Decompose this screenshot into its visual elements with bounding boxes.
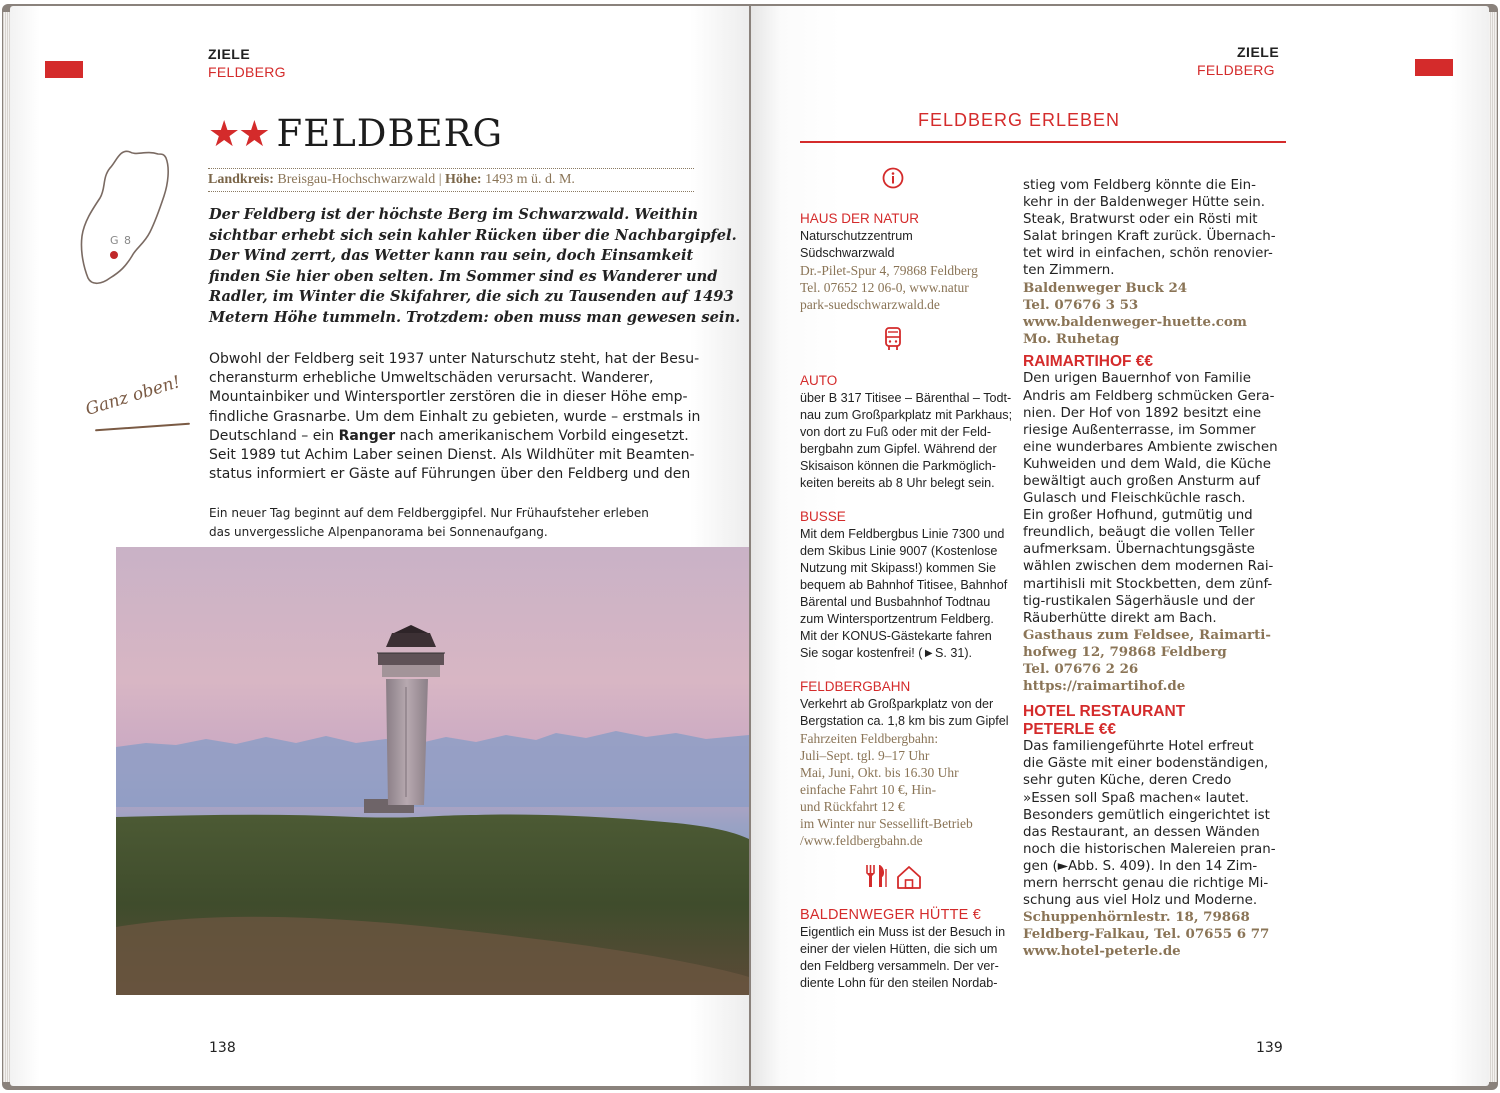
entry-line: aufmerksam. Übernachtungsgäste	[1023, 542, 1255, 558]
dotted-rule-top	[208, 168, 694, 169]
feldberg-tower-photo	[116, 547, 749, 995]
entry-line: Den urigen Bauernhof von Familie	[1023, 371, 1251, 387]
entry-line: ten Zimmern.	[1023, 263, 1115, 279]
entry-address: einfache Fahrt 10 €, Hin-	[800, 782, 937, 797]
entry-line: das Restaurant, an dessen Wänden	[1023, 824, 1260, 840]
entry-address: Gasthaus zum Feldsee, Raimarti-	[1023, 626, 1271, 643]
entry-line: Ein großer Hofhund, gutmütig und	[1023, 508, 1253, 524]
info-circle-icon	[882, 167, 904, 189]
entry-line: den Feldberg versammeln. Der ver-	[800, 959, 999, 973]
body-line: Mountainbiker und Wintersportler zerstören die in dieser Höhe emp-	[209, 389, 688, 406]
entry-line: kehr in der Baldenweger Hütte sein.	[1023, 195, 1265, 211]
entry-title: AUTO	[800, 373, 838, 388]
entry-line: Andris am Feldberg schmücken Gera-	[1023, 388, 1275, 404]
entry-address: www.baldenweger-huette.com	[1023, 313, 1247, 330]
lead-line: Metern Höhe tummeln. Trotzdem: oben muss man gewesen sein.	[209, 308, 741, 326]
body-keyword: Ranger	[338, 427, 396, 444]
entry-line: über B 317 Titisee – Bärenthal – Todt-	[800, 391, 1012, 405]
entry-line: Kuhweiden und dem Wald, die Küche	[1023, 456, 1271, 472]
entry-line: bergbahn zum Gipfel. Während der	[800, 442, 997, 456]
section-sublabel-right: FELDBERG	[1197, 62, 1275, 78]
section-label-left: ZIELE	[208, 46, 251, 62]
district-value: Breisgau-Hochschwarzwald	[277, 172, 436, 187]
entry-address: www.hotel-peterle.de	[1023, 943, 1181, 960]
entry-line: einer der vielen Hütten, die sich um	[800, 942, 998, 956]
entry-address: im Winter nur Sessellift-Betrieb	[800, 816, 973, 831]
entry-address: Dr.-Pilet-Spur 4, 79868 Feldberg	[800, 263, 978, 278]
lead-paragraph	[209, 205, 741, 328]
entry-address: Schuppenhörnlestr. 18, 79868	[1023, 909, 1250, 926]
photo-caption	[209, 504, 695, 542]
dotted-rule-bottom	[208, 191, 694, 192]
entry-address: und Rückfahrt 12 €	[800, 799, 905, 814]
entry-address: Tel. 07676 2 26	[1023, 661, 1139, 678]
entry-line: Skisaison können die Parkmöglich-	[800, 459, 997, 473]
entry-title: RAIMARTIHOF €€	[1023, 352, 1154, 370]
rating-stars: ★★	[208, 114, 269, 155]
body-line: status informiert er Gäste auf Führungen über den Feldberg und den	[209, 466, 691, 483]
entry-line: nau zum Großparkplatz mit Parkhaus;	[800, 408, 1013, 422]
entry-line: freundlich, beäugt die vollen Teller	[1023, 525, 1255, 541]
caption-line: Ein neuer Tag beginnt auf dem Feldberggipfel. Nur Frühaufsteher erleben	[209, 506, 649, 520]
district-label: Landkreis:	[208, 172, 274, 187]
entry-address: https://raimartihof.de	[1023, 678, 1186, 695]
entry-line: Südschwarzwald	[800, 246, 895, 260]
entry-address: /www.feldbergbahn.de	[800, 833, 923, 848]
entry-line: Bärental und Busbahnhof Todtnau	[800, 595, 991, 609]
entry-line: Räuberhütte direkt am Bach.	[1023, 610, 1217, 626]
entry-line: mern herrscht genau die richtige Mi-	[1023, 875, 1269, 891]
entry-address: Feldberg-Falkau, Tel. 07655 6 77	[1023, 926, 1270, 943]
entry-line: Nutzung mit Skipass!) kommen Sie	[800, 561, 996, 575]
entry-line: »Essen soll Spaß machen« lautet.	[1023, 790, 1250, 806]
right-column	[1023, 177, 1288, 960]
page-title	[208, 112, 503, 155]
entry-line: von dort zu Fuß oder mit der Feld-	[800, 425, 992, 439]
entry-line: dem Skibus Linie 9007 (Kostenlose	[800, 544, 998, 558]
body-line: findliche Grasnarbe. Um dem Einhalt zu gebieten, wurde – erstmals in	[209, 408, 701, 425]
entry-line: gen (►Abb. S. 409). In den 14 Zim-	[1023, 858, 1258, 874]
fork-knife-icon	[862, 862, 922, 890]
height-label: Höhe:	[445, 172, 482, 187]
entry-address: Fahrzeiten Feldbergbahn:	[800, 731, 939, 746]
lead-line: Der Feldberg ist der höchste Berg im Schwarzwald. Weithin	[209, 206, 698, 223]
body-text: Deutschland – ein	[209, 427, 339, 444]
entry-line: diente Lohn für den steilen Nordab-	[800, 976, 998, 990]
entry-title: PETERLE €€	[1023, 720, 1117, 738]
entry-address: Tel. 07652 12 06-0, www.natur	[800, 280, 969, 295]
page-edges-right	[1488, 12, 1497, 1082]
section-tab-right	[1415, 59, 1453, 76]
entry-line: Sie sogar kostenfrei! (►S. 31).	[800, 646, 973, 660]
entry-line: tet wird in einfachen, schön renovier-	[1023, 246, 1273, 262]
lead-line: finden Sie hier oben selten. Im Sommer sind es Wanderer und	[209, 267, 718, 285]
margin-note: Ganz oben!	[83, 372, 183, 420]
entry-address: hofweg 12, 79868 Feldberg	[1023, 643, 1227, 660]
body-line: cheransturm erhebliche Umweltschäden verursacht. Wanderer,	[209, 370, 654, 387]
entry-line: Salat bringen Kraft zurück. Übernach-	[1023, 229, 1276, 245]
map-grid-label: G 8	[110, 234, 133, 247]
entry-line: eine wunderbares Ambiente zwischen	[1023, 439, 1278, 455]
section-heading-rule	[800, 141, 1286, 143]
entry-line: stieg vom Feldberg könnte die Ein-	[1023, 178, 1256, 193]
lead-line: sichtbar erhebt sich sein kahler Rücken über die Nachbargipfel.	[209, 226, 737, 244]
info-haus-der-natur	[800, 210, 1000, 313]
entry-line: die Gäste mit einer bodenständigen,	[1023, 756, 1269, 772]
bus-icon	[882, 326, 904, 352]
info-feldbergbahn	[800, 678, 1009, 849]
entry-line: keiten bereits ab 8 Uhr belegt sein.	[800, 476, 995, 490]
entry-line: Gulasch und Fleischküchle rasch.	[1023, 491, 1246, 507]
section-tab-left	[45, 61, 83, 78]
entry-address: Tel. 07676 3 53	[1023, 296, 1139, 313]
entry-title: HAUS DER NATUR	[800, 211, 920, 226]
map-location-dot	[110, 251, 118, 259]
entry-title: BUSSE	[800, 509, 846, 524]
page-number-left: 138	[209, 1040, 236, 1056]
caption-line: das unvergessliche Alpenpanorama bei Sonnenaufgang.	[209, 525, 548, 539]
entry-line: riesige Außenterrasse, im Sommer	[1023, 422, 1256, 438]
entry-title: HOTEL RESTAURANT	[1023, 703, 1186, 721]
entry-line: bewältigt auch großen Ansturm auf	[1023, 474, 1261, 489]
height-value: 1493 m ü. d. M.	[485, 172, 575, 187]
title-text: FELDBERG	[276, 112, 504, 155]
entry-line: schung aus viel Holz und Moderne.	[1023, 893, 1258, 909]
entry-line: wählen zwischen dem modernen Rai-	[1023, 559, 1274, 575]
body-line	[209, 427, 695, 446]
facts-separator: |	[438, 172, 442, 187]
entry-title: BALDENWEGER HÜTTE €	[800, 907, 982, 923]
entry-line: Mit dem Feldbergbus Linie 7300 und	[800, 527, 1005, 541]
lead-line: Radler, im Winter die Skifahrer, die sich zu Tausenden auf 1493	[209, 288, 734, 305]
entry-line: Steak, Bratwurst oder ein Rösti mit	[1023, 212, 1258, 228]
entry-address: park-suedschwarzwald.de	[800, 297, 940, 312]
entry-line: Mit der KONUS-Gästekarte fahren	[800, 629, 992, 643]
entry-line: nien. Der Hof von 1892 besitzt eine	[1023, 405, 1262, 421]
entry-line: martihisli mit Stockbetten, dem zünf-	[1023, 576, 1273, 592]
entry-line: bequem ab Bahnhof Titisee, Bahnhof	[800, 578, 1008, 592]
entry-line: noch die historischen Malereien pran-	[1023, 841, 1276, 857]
entry-line: Eigentlich ein Muss ist der Besuch in	[800, 925, 1006, 939]
section-heading: FELDBERG ERLEBEN	[918, 110, 1121, 130]
entry-address: Baldenweger Buck 24	[1023, 279, 1188, 296]
entry-line: zum Wintersportzentrum Feldberg.	[800, 612, 994, 626]
entry-line: Bergstation ca. 1,8 km bis zum Gipfel	[800, 714, 1009, 728]
entry-line: Besonders gemütlich eingerichtet ist	[1023, 807, 1270, 823]
body-line: Obwohl der Feldberg seit 1937 unter Naturschutz steht, hat der Besu-	[209, 351, 700, 367]
info-baldenweger-huette	[800, 906, 1006, 992]
section-sublabel-left: FELDBERG	[208, 64, 286, 80]
entry-address: Mai, Juni, Okt. bis 16.30 Uhr	[800, 765, 959, 780]
facts-line	[208, 172, 575, 188]
entry-line: Verkehrt ab Großparkplatz von der	[800, 697, 994, 711]
entry-address: Juli–Sept. tgl. 9–17 Uhr	[800, 748, 930, 763]
section-label-right: ZIELE	[1237, 44, 1280, 60]
lead-line: Der Wind zerrt, das Wetter kann rau sein, doch Einsamkeit	[209, 247, 694, 264]
page-number-right: 139	[1256, 1040, 1283, 1056]
entry-line: tig-rustikalen Sägerhäusle und der	[1023, 593, 1255, 609]
entry-line: sehr guten Küche, deren Credo	[1023, 773, 1232, 789]
entry-line: Das familiengeführte Hotel erfreut	[1023, 739, 1254, 755]
body-text: nach amerikanischem Vorbild eingesetzt.	[395, 427, 689, 444]
entry-title: FELDBERGBAHN	[800, 679, 911, 694]
locator-map-icon	[80, 148, 176, 288]
body-line: Seit 1989 tut Achim Laber seinen Dienst. Als Wildhüter mit Beamten-	[209, 447, 695, 464]
info-auto	[800, 372, 1013, 492]
info-busse	[800, 508, 1008, 662]
entry-line: Naturschutzzentrum	[800, 229, 913, 243]
entry-address: Mo. Ruhetag	[1023, 330, 1120, 347]
body-paragraph	[209, 350, 701, 484]
